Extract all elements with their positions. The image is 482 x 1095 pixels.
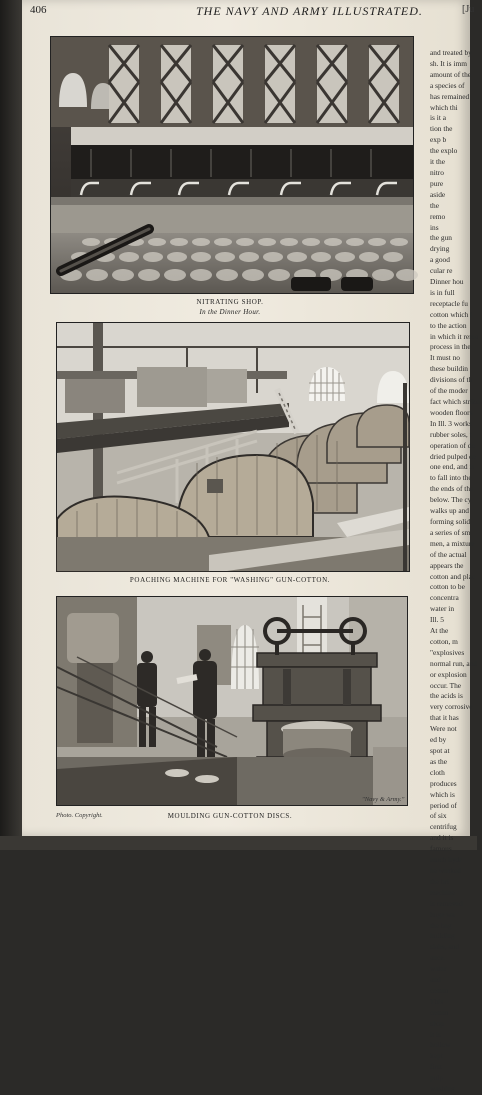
body-text-line: famous [430,844,452,854]
body-text-line: cotton and plac [430,571,476,581]
body-text-line: This [430,996,444,1006]
body-text-line: drying [430,244,450,254]
body-text-line: Were not [430,724,457,734]
body-text-line: the bag [430,920,452,930]
body-text-line: ed by [430,735,447,745]
body-text-line: much hydr [430,855,462,865]
body-text-line: hollow [430,1040,451,1050]
body-text-line: spot at [430,746,450,755]
body-text-line: pulp [430,1073,444,1083]
body-text-line: of the actual [430,549,467,559]
body-text-line: a good [430,255,450,265]
body-text-line: to fall into the [430,473,472,483]
body-text-line: Dinner hou [430,277,464,287]
body-text-line: men, a mixture [430,538,475,548]
body-text-line: the ends of the [430,484,474,494]
body-text-line: concentra [430,593,459,603]
photo-moulding-discs [56,596,408,806]
body-text-line: exp b [430,135,447,145]
caption-moulding-discs: MOULDING GUN-COTTON DISCS. [167,812,293,820]
body-text-line: of six [430,811,447,821]
photo-poaching-machine [56,322,410,572]
body-text-line: washing [430,1084,455,1094]
body-text-line: centrifug [430,822,457,832]
photo-nitrating-shop [50,36,414,294]
body-text-line: cotton [430,985,449,995]
photo-credit-left: Photo. Copyright. [56,812,103,819]
photo-credit-right: "Navy & Army." [362,796,405,803]
caption-nitrating-shop: NITRATING SHOP. [196,298,264,306]
body-text-line: Ill. 5 [430,615,444,625]
body-text-line: a series of sm [430,527,471,537]
body-text-line: fact which strikes [430,397,482,406]
body-text-line: which is [430,789,455,799]
body-text-line: In Ill. 3 works [430,418,472,428]
body-text-line: the gun [430,233,452,243]
body-text-line: process in the [430,342,471,352]
body-text-line: water [430,964,447,974]
body-text-line: appears the [430,560,464,570]
body-text-line: cloth [430,767,445,777]
body-text-line: period of [430,800,457,810]
body-text-line: aside [430,189,446,199]
body-text-line: pure [430,178,444,188]
body-text-line: and treated by [430,48,472,57]
body-text-line: be worked [430,865,461,875]
body-text-line: remo [430,211,446,221]
body-text-line: these buildin [430,364,468,374]
page-number: 406 [30,4,47,16]
body-text-line: building [430,931,455,941]
body-text-column [430,48,482,1094]
body-text-line: cotton [430,1007,449,1017]
body-text-line: "explosives [430,647,465,657]
running-head-fragment: [Ju [462,4,475,15]
body-text-line: divisions of th [430,375,473,385]
body-text-line: shop [430,1018,444,1028]
caption-poaching-machine: POACHING MACHINE FOR "WASHING" GUN-COTTON. [129,576,331,584]
body-text-line: cotton which i [430,309,473,319]
body-text-line: the [430,200,440,210]
body-text-line: in which it rema [430,331,479,341]
body-text-line: It must no [430,353,460,363]
body-text-line: to the action [430,320,467,330]
body-text-line: operation of do [430,440,476,450]
body-text-line: the explo [430,146,458,156]
body-text-line: and [430,975,441,985]
body-text-line: walks up and [430,506,469,516]
body-text-line: a species of [430,80,465,90]
body-text-line: machine [430,887,456,897]
body-text-line: cotton, m [430,636,458,646]
body-text-line: ance. [430,953,446,963]
body-text-line: or explosion [430,669,467,679]
body-text-line: cular re [430,266,453,276]
body-text-line: of the moder [430,386,468,396]
body-text-line: is removed [430,898,463,908]
body-text-line: occur. The [430,680,462,690]
body-text-line: kept [430,1051,443,1061]
body-text-line: is it a [430,113,447,123]
body-text-line: it is [430,1029,441,1039]
body-text-line: receptacle fu [430,298,468,308]
body-text-line: is in full [430,287,455,297]
body-text-line: tion the [430,124,453,134]
body-text-line: as the [430,756,448,766]
body-text-line: that it has [430,713,459,723]
body-text-line: produces [430,778,457,788]
body-text-line: slabs, and [430,942,460,952]
body-text-line: the acids is [430,691,463,701]
body-text-line: dried pulped co [430,451,476,461]
body-text-line: sh. It is imm [430,58,467,68]
body-text-line: cotton to be [430,582,465,592]
book-spine [0,0,22,850]
subcaption-nitrating-shop: In the Dinner Hour. [199,308,261,316]
page-bottom-edge [0,836,477,850]
body-text-line: water in [430,604,455,614]
body-text-line: wooden floors [430,407,473,417]
body-text-line: below. The cy [430,495,472,505]
body-text-line: ins [430,222,439,232]
running-head: THE NAVY AND ARMY ILLUSTRATED. [196,4,423,18]
body-text-line: amount of the [430,69,472,79]
body-text-line: At the [430,626,449,636]
body-text-line: has remained [430,91,470,101]
body-text-line: and it is [430,833,454,843]
body-text-line: one end, and is [430,462,475,472]
body-text-line: nitro [430,167,444,177]
body-text-line: normal run, and [430,658,477,668]
body-text-line: the bri [430,876,450,886]
body-text-line: forming solid [430,516,471,526]
body-text-line: which thi [430,102,458,112]
body-text-line: rubber soles, t [430,429,472,439]
body-text-line: very corrosive [430,702,473,712]
body-text-line: huge wa [430,909,455,919]
body-text-line: it the [430,157,445,167]
body-text-line: first [430,1062,442,1072]
